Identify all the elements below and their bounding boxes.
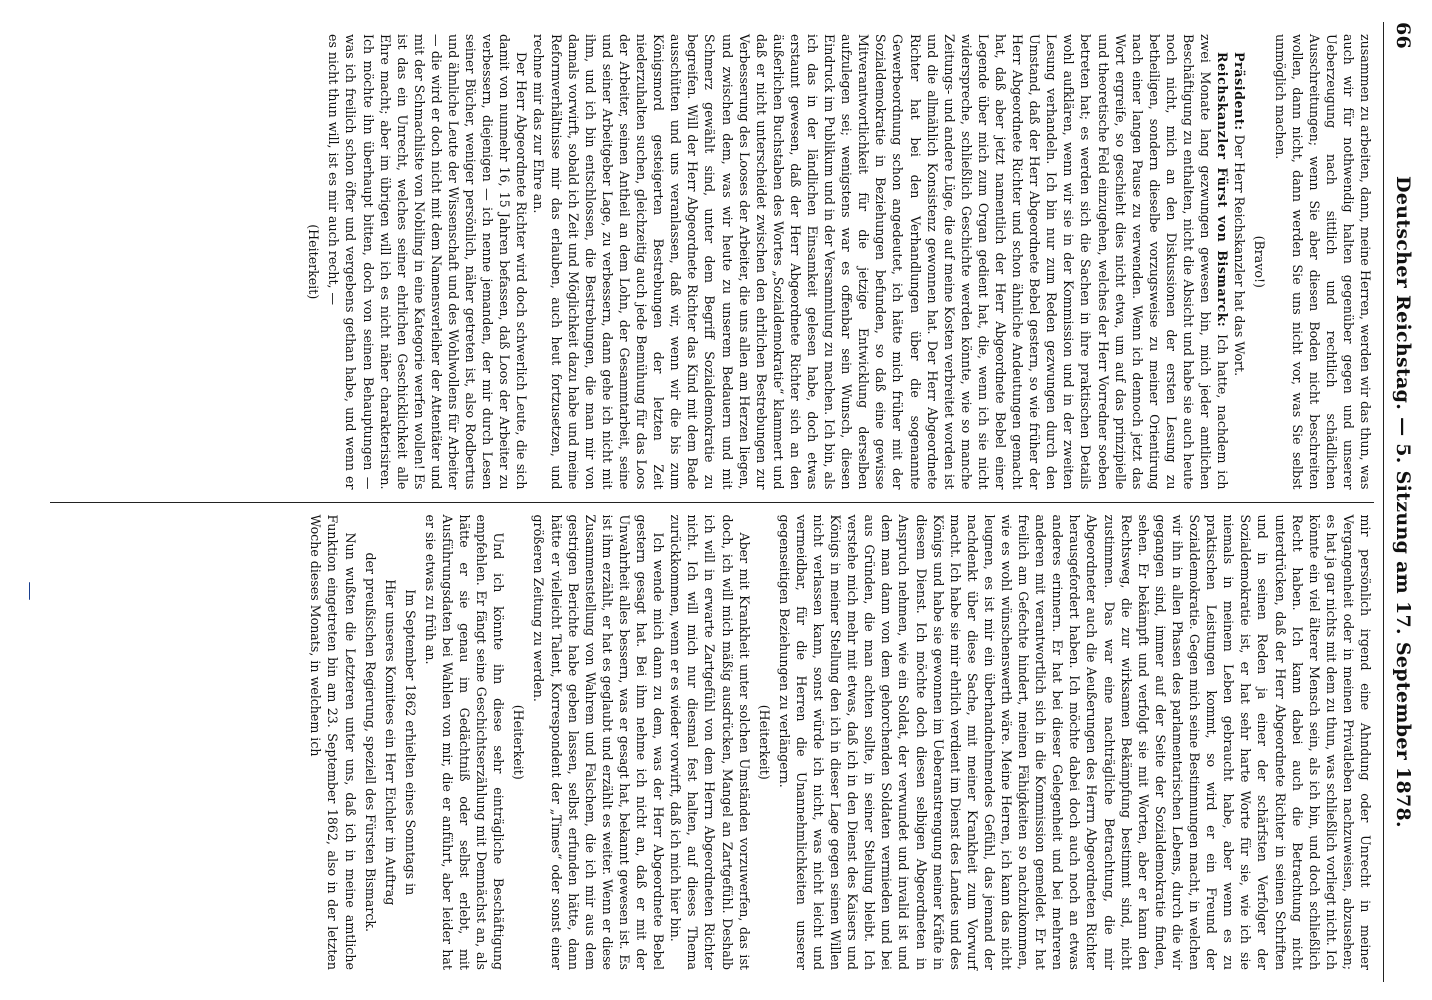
speaker-paragraph [1231, 34, 1248, 490]
page-number: 66 [1392, 22, 1414, 50]
quoted-line: Hier unseres Komitees ein Herr Eichler im Auftrag [382, 579, 398, 906]
paragraph: Aber mit Krankheit unter solchen Umständen vorzuwerfen, das ist doch, ich will mich mäßig ausdrücken, Mangel an Zartgefühl. Deshalb ich will in erwarte Zartgefühl von dem Herrn Abgeordneten Richter nicht. Ich will mich nur diesmal fest halten, auf dieses Thema zurückkommen, wenn er es wieder vorwirft, daß ich mich hier bin. [668, 514, 752, 970]
paragraph: Und ich könnte ihn diese sehr einträgliche Beschäftigung empfehlen. Er fängt seine Geschichtserzählung mit Demnächst an, als hätte er sie genau im Gedächtniß oder selbst erlebt, mit Ausführungsdaten bei Wahlen von mir, die er anführt, aber leider hat er sie etwas zu früh an. [422, 514, 507, 970]
text-columns [50, 22, 1374, 982]
reaction: (Heiterkeit) [511, 704, 527, 780]
paragraph: zusammen zu arbeiten, dann, meine Herren, werden wir das thun, was auch wir für nothwendig halten gegenüber gegen und unserer Ueberzeugung nach sittlich und rechtlich schädlichen Ausschreitungen; wenn Sie aber diesen Boden nicht beschreiten wollen, dann nicht, dann werden Sie uns nicht vor, was Sie selbst unmöglich machen. [1272, 34, 1373, 490]
left-column [50, 22, 1374, 502]
paragraph-text: Ich hatte, nachdem ich zwei Monate lang gezwungen gewesen bin, mich jeder amtlichen Beschäftigung zu enthalten, nicht die Absicht und habe sie auch heute noch nicht, mich an den Diskussionen der ersten Lesung zu betheiligen, sondern dieselbe vorzugsweise zu meiner Orientirung nach einer langen Pause zu verwenden. Wenn ich dennoch jetzt das Wort ergreife, so geschieht dies nicht etwa, um auf das prinzipielle und theoretische Feld einzugehen, welches der Herr Vorredner soeben betreten hat; es werden sich die Sachen in ihre praktischen Details wohl aufklären, wenn wir sie in der Kommission und in der zweiten Lesung verhandeln. Ich bin nur zum Reden gezwungen durch den Umstand, daß der Herr Abgeordnete Bebel gestern, so wie früher der Herr Abgeordnete Richter und schon ähnliche Andeutungen gemacht hat, daß aber jetzt namentlich der Herr Abgeordnete Bebel einer Legende über mich zum Organ gedient hat, die, wenn ich sie nicht widerspreche, schließlich Geschichte werden könnte, wie so manche Zeitungs- und andere Lüge, die auf meine Kosten verbreitet worden ist und die allmählich Konsistenz gewonnen hat. Der Herr Abgeordnete Richter hat bei den Verhandlungen über die sogenannte Gewerbeordnung schon angedeutet, ich hätte mich früher mit der Sozialdemokratie in Beziehungen befunden, so daß eine gewisse Mitverantwortlichkeit für die jetzige Entwicklung derselben aufzulegen sei; wenigstens war es offenbar sein Wunsch, diesen Eindruck im Publikum und in der Versammlung zu machen. Ich bin, als ich das in der ländlichen Einsamkeit gelesen habe, doch etwas erstaunt gewesen, daß der Herr Abgeordnete Richter sich an den äußerlichen Buchstaben des Wortes „Sozialdemokratie“ klammert und daß er nicht unterscheidet zwischen den ehrlichen Bestrebungen zur Verbesserung des Looses der Arbeiter, die uns allen am Herzen liegen, und zwischen dem, was wir heute zu unserem Bedauern und mit Schmerz gewählt sind, unter dem Begriff Sozialdemokratie zu begreifen. Will der Herr Abgeordnete Richter das Kind mit dem Bade ausschütten und uns veranlassen, daß wir, wenn wir die bis zum Königsmord gesteigerten Bestrebungen der letzten Zeit niederzuhalten suchen, gleichzeitig auch jede Bemühung für das Loos der Arbeiter, seinen Antheil an dem Lohn, der Gesammtarbeit, seine und seiner Arbeitgeber Lage, zu verbessern, dann gehe ich nicht mit ihm, und ich bin entschlossen, die Bestrebungen, die man mir von damals vorwirft, sobald ich Zeit und Möglichkeit dazu habe und meine Reformverhältnisse mir das erlauben, auch heut fortzusetzen, und rechne mir das zur Ehre an. [531, 34, 1231, 490]
quoted-line: Im September 1862 erhielten eines Sonntags in [402, 589, 418, 896]
reaction: (Bravo!) [1252, 235, 1268, 288]
scanned-page [30, 8, 1426, 996]
speaker-name: Präsident: [1232, 52, 1248, 131]
speaker-paragraph [530, 34, 1231, 490]
page-content [30, 8, 1426, 996]
reaction: (Heiterkeit) [756, 704, 772, 780]
paragraph: Ich wende mich dann zu dem, was der Herr Abgeordnete Bebel gestern gesagt hat. Bei ihm nehme ich nicht an, daß er mit der Unwahrheit alles bessern, was er gesagt hat, bekannt gewesen ist. Es ist ihm erzählt, er hat es geglaubt und erzählt es weiter. Wenn er diese Zusammenstellung von Wahrem und Falschem, die ich mir aus dem gestrigen Berichte habe geben lassen, selbst erfunden hätte, dann hätte er vielleicht Talent, Korrespondent der „Times“ oder sonst einer größeren Zeitung zu werden. [531, 514, 667, 970]
paragraph: Der Herr Abgeordnete Richter wird doch schwerlich Leute, die sich damit von nunmehr 16, 15 Jahren befassen, daß Loos der Arbeiter zu verbessern, diejenigen — ich nenne jemanden, der mir durch Lesen seiner Bücher, weniger persönlich, näher getreten ist, also Rodbertus und ähnliche Leute der Wissenschaft und des Wohlwollens für Arbeiter — die wird er doch nicht mit dem Namensverleiher der Attentäter und mit der Schmachliste von Nobiling in eine Kategorie werfen wollen! Es ist das ein Unrecht, welches seiner ehrlichen Geschicklichkeit alle Ehre macht; aber im übrigen will ich es nicht näher charakterisiren. Ich möchte ihn überhaupt bitten, doch von seinen Behauptungen — was ich freilich schon öfter und vergebens gethan habe, und wenn er es nicht thun will, ist es mir auch recht, — [326, 34, 530, 490]
digitization-credit [0, 0, 24, 1000]
paragraph: Nun wußten die Letzteren unter uns, daß ich in meine amtliche Funktion eingetreten bin am 23. September 1862, also in der letzten Woche dieses Monats, in welchem ich [308, 514, 358, 970]
reaction: (Heiterkeit) [306, 224, 322, 300]
quoted-line: der preußischen Regierung, speziell des Fürsten Bismarck. [362, 552, 378, 933]
page-header-title: Deutscher Reichstag. — 5. Sitzung am 17. September 1878. [1392, 176, 1414, 828]
running-head [1383, 22, 1422, 982]
paragraph-text: Der Herr Reichskanzler hat das Wort. [1232, 134, 1248, 377]
right-column [50, 502, 1374, 983]
speaker-name: Reichskanzler Fürst von Bismarck: [1215, 52, 1231, 328]
paragraph: mir persönlich irgend eine Ahndung oder Unrecht in meiner Vergangenheit oder in meinen Privatleben nachzuweisen, abzusehen; es hat ja gar nichts mit dem zu thun, was schließlich vorliegt nicht. Ich könnte ein viel älterer Mensch sein, als ich bin, und doch schließlich Recht haben. Ich kann dabei auch die Betrachtung nicht unterdrücken, daß der Herr Abgeordnete Richter in seinen Schriften und in seinen Reden ja einer der schärfsten Verfolger der Sozialdemokratie ist, er hat sehr harte Worte für sie, wie ich sie niemals in meinem Leben gebraucht habe, aber wenn es zu praktischen Leistungen kommt, so wird er ein Freund der Sozialdemokratie. Gegen mich seine Bestimmungen macht, in welchen wir ihn in allen Phasen des parlamentarischen Lebens, durch die wir gegangen sind, immer auf der Seite der Sozialdemokratie finden, sehen. Er bekämpft und verfolgt sie mit Worten, aber er kann den Rechtsweg, die zur wirksamen Bekämpfung bestimmt sind, nicht zustimmen. Das war eine nachträgliche Betrachtung, die mir Abgeordneter auch die Aeußerungen des Herrn Abgeordneten Richter herausgefordert haben. Ich möchte dabei doch auch noch an etwas anderes erinnern. Er hat bei dieser Gelegenheit und bei mehreren anderen mit verantwortlich sich in die Kommission gemeldet. Er hat freilich am Gefechte hindert, meinen Fähigkeiten so nachzukommen, wie es wohl wünschenswerth wäre. Meine Herren, ich kann das nicht leugnen, es ist mir ein überhandnehmendes Gefühl, das jemand der nachdenkt über diese Sache, mit meiner Krankheit zum Vorwurf macht. Ich habe sie mir ehrlich verdient im Dienst des Landes und des Königs und habe sie gewonnen im Ueberanstrengung meiner Kräfte in diesem Dienst. Ich möchte doch diesen selbigen Abgeordneten in Anspruch nehmen, wie ein Soldat, der verwundet und invalid ist und dem man dann von dem gehorchenden Soldaten vermieden und bei aus Gründen, die man achten sollte, in seiner Stellung bleibt. Ich verstehe mich mehr mit etwas, daß ich in den Dienst des Kaisers und Königs in meiner Stellung den ich in dieser Lage gegen seinen Willen nicht verlassen kann, sonst würde ich nicht, was nicht leicht und vermeidbar, für die Herren die Unannehmlichkeiten unserer gegenseitigen Beziehungen zu verlängern. [776, 514, 1373, 970]
